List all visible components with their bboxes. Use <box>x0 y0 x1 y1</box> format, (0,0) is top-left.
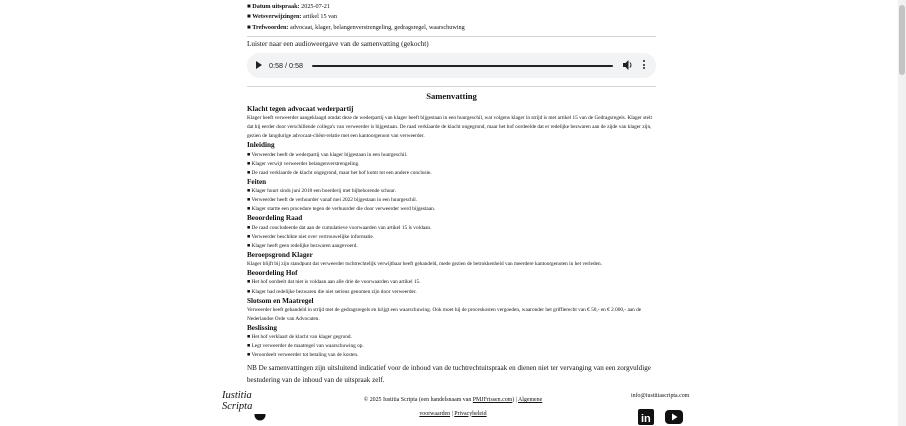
list-item-text: Verweerder heeft de wederpartij van klager bijgestaan in een huurgeschil. <box>251 151 408 158</box>
list-item <box>247 224 656 233</box>
company-link[interactable]: PMJFrissen.com <box>472 397 513 403</box>
section-heading: Beslissing <box>247 324 277 333</box>
list-item <box>247 278 656 287</box>
metadata-label: Datum uitspraak: <box>252 3 300 10</box>
disclaimer: NB De samenvattingen zijn uitsluitend indicatief voor de inhoud van de tuchtrechtuitspraak en dienen niet ter vervanging van een zorgvuldige bestudering van de inhoud van de uitspraak zelf. <box>247 364 651 384</box>
footer-text <box>340 394 566 421</box>
bullet: ■ <box>247 169 251 176</box>
list-item-text: Klager had redelijke bezwaren die niet serieus genomen zijn door verweerder. <box>251 288 417 295</box>
terms-link-part-2[interactable]: voorwaarden <box>419 410 451 417</box>
bullet: ■ <box>247 3 251 10</box>
divider <box>247 36 656 37</box>
section-heading: Klacht tegen advocaat wederpartij <box>247 105 354 113</box>
list-item-text: Klager verwijt verweerder belangenverstrengeling. <box>251 160 360 167</box>
bullet: ■ <box>247 151 251 158</box>
list-item <box>247 160 656 169</box>
logo-line-1: Iustitia <box>222 390 252 401</box>
list-item <box>247 288 656 297</box>
metadata-row <box>247 23 656 33</box>
terms-link-part-1[interactable]: Algemene <box>518 397 543 403</box>
list-item-text: Klager heeft geen redelijke bezwaren aangevoerd. <box>251 242 358 249</box>
list-item-text: De raad concludeerde dat aan de cumulatieve voorwaarden van artikel 15 is voldaan. <box>251 224 432 231</box>
bullet: ■ <box>247 352 251 359</box>
section-text: Klager heeft verweerder aangeklaagd omdat deze de wederpartij van klager heeft bijgestaan in een huurgeschil, wat volgens klager in strijd is met artikel 15 van de Gedragsregels. Klager stelt dat hij eerder door verschillende collega's van verweerder is bijgestaan. De raad verklaarde de klacht ongegrond, maar het hof oordeelde dat er redelijke bezwaren aan de zijde van klager zijn, gezien de langdurige advocaat-cliënt-relatie met een kantoorgenoot van verweerder. <box>247 115 652 140</box>
list-item-text: Het hof oordeelt dat niet is voldaan aan alle drie de voorwaarden van artikel 15. <box>251 279 421 286</box>
list-item-text: Klager startte een procedure tegen de verhuurder die door verweerder werd bijgestaan. <box>251 206 436 213</box>
metadata-row <box>247 12 656 22</box>
audio-time: 0:58 / 0:58 <box>269 61 303 70</box>
metadata-value: 2025-07-21 <box>299 3 330 10</box>
list-item <box>247 242 656 251</box>
bullet: ■ <box>247 233 251 240</box>
youtube-icon[interactable] <box>665 410 683 424</box>
privacy-link[interactable]: Privacybeleid <box>454 410 487 417</box>
metadata-value: advocaat, klager, belangenverstrengeling, gedragsregel, waarschuwing <box>288 23 465 31</box>
summary-title: Samenvatting <box>426 91 477 101</box>
audio-progress-track[interactable] <box>312 65 613 67</box>
play-icon[interactable] <box>256 61 262 69</box>
section-heading: Beoordeling Raad <box>247 214 303 223</box>
more-options-icon[interactable] <box>643 60 646 71</box>
bullet: ■ <box>247 242 251 249</box>
list-item <box>247 151 656 160</box>
metadata-value: artikel 15 van <box>301 13 338 21</box>
list-item <box>247 333 656 342</box>
bullet: ■ <box>247 343 251 350</box>
site-logo[interactable] <box>222 390 266 426</box>
footer-separator: | <box>450 410 455 417</box>
divider <box>247 86 656 87</box>
list-item-text: Klager huurt sinds juni 2018 een boerderij met bijbehorende schuur. <box>251 188 396 195</box>
list-item <box>247 342 656 351</box>
bullet: ■ <box>247 160 251 167</box>
list-item-text: Verweerder heeft de verhuurder vanaf mei 2022 bijgestaan in een huurgeschil. <box>251 197 418 204</box>
linkedin-icon[interactable] <box>638 409 654 425</box>
list-item <box>247 169 656 178</box>
section-text: Klager blijft bij zijn standpunt dat verweerder tuchtrechtelijk verwijtbaar heeft gehandeld, mede gezien de betrokkenheid van meerdere kantoorgenoten in het verleden. <box>247 261 602 268</box>
page-scrollbar[interactable] <box>898 0 906 426</box>
contact-email[interactable]: info@iustitiascripta.com <box>631 393 690 399</box>
list-item-text: De raad verklaarde de klacht ongegrond, maar het hof komt tot een andere conclusie. <box>251 169 432 176</box>
linkedin-label: in <box>641 413 651 425</box>
list-item-text: Het hof verklaart de klacht van klager gegrond. <box>251 334 352 341</box>
metadata-row <box>247 2 656 12</box>
logo-mark-icon <box>254 409 266 421</box>
section-heading: Feiten <box>247 177 267 186</box>
audio-player[interactable] <box>247 53 656 78</box>
section-text: Verweerder heeft gehandeld in strijd met de gedragsregels en krijgt een waarschuwing. Ook moet hij de proceskosten vergoeden, waaronder het griffierecht van € 50,- en € 2.000,- aan de Nederlandse Orde van Advocaten. <box>247 306 642 322</box>
bullet: ■ <box>247 23 251 31</box>
bullet: ■ <box>247 224 251 231</box>
bullet: ■ <box>247 206 251 213</box>
section-heading: Beroepsgrond Klager <box>247 250 313 259</box>
volume-icon[interactable] <box>623 59 633 71</box>
list-item <box>247 196 656 205</box>
bullet: ■ <box>247 197 251 204</box>
summary-body <box>247 105 656 361</box>
bullet: ■ <box>247 13 251 21</box>
section-heading: Beoordeling Hof <box>247 269 298 278</box>
list-item <box>247 351 656 360</box>
bullet: ■ <box>247 279 251 286</box>
list-item-text: Legt verweerder de maatregel van waarschuwing op. <box>251 343 364 350</box>
metadata-label: Trefwoorden: <box>252 23 289 31</box>
bullet: ■ <box>247 288 251 295</box>
scrollbar-thumb[interactable] <box>899 5 905 75</box>
metadata-label: Wetsverwijzingen: <box>252 13 302 21</box>
list-item-text: Verweerder beschikte niet over vertrouwelijke informatie. <box>251 233 375 240</box>
list-item <box>247 187 656 196</box>
copyright-prefix: © 2025 Iustitia Scripta (een handelsnaam van <box>363 397 473 403</box>
list-item <box>247 205 656 214</box>
list-item-text: Veroordeelt verweerder tot betaling van de kosten. <box>251 352 359 359</box>
list-item <box>247 233 656 242</box>
metadata-list <box>247 2 656 33</box>
bullet: ■ <box>247 188 251 195</box>
audio-intro: Luister naar een audioweergave van de samenvatting (gekocht) <box>247 40 429 48</box>
section-heading: Inleiding <box>247 141 275 150</box>
logo-line-2: Scripta <box>222 401 253 412</box>
copyright-suffix: ) | <box>512 397 518 403</box>
bullet: ■ <box>247 334 251 341</box>
section-heading: Slotsom en Maatregel <box>247 296 314 305</box>
